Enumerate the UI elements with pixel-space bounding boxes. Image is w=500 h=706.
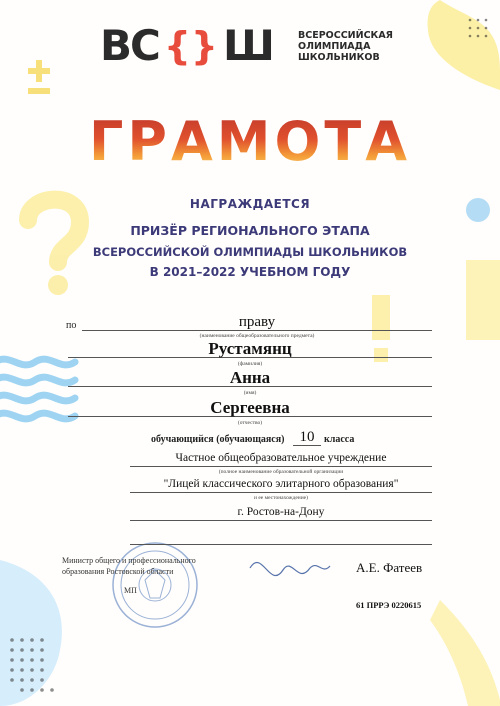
serial-number: 61 ПРРЭ 0220615: [356, 600, 422, 610]
logo-letters-vs: ВС: [100, 21, 159, 70]
stamp-mark: МП: [124, 586, 137, 595]
blue-waves-left: [0, 359, 75, 419]
name-hint: (имя): [243, 390, 257, 396]
subject-hint: (наименование общеобразовательного предмета): [199, 333, 315, 339]
certificate-title: ГРАМОТА: [0, 112, 500, 172]
yellow-curve-bottom-right: [430, 600, 500, 706]
prize-line-3: В 2021–2022 УЧЕБНОМ ГОДУ: [149, 265, 351, 279]
school-line-2: "Лицей классического элитарного образования": [163, 478, 399, 490]
plus-minus-icon: [28, 60, 50, 94]
signatory-position: Министр общего и профессионального образования Ростовской области: [62, 556, 196, 576]
school-line-1: Частное общеобразовательное учреждение: [175, 452, 387, 464]
logo-caption: ВСЕРОССИЙСКАЯ ОЛИМПИАДА ШКОЛЬНИКОВ: [298, 30, 393, 63]
blank-line: [130, 544, 432, 545]
awarded-heading: НАГРАЖДАЕТСЯ: [189, 197, 311, 211]
prize-line-2: ВСЕРОССИЙСКОЙ ОЛИМПИАДЫ ШКОЛЬНИКОВ: [92, 245, 408, 259]
grade-prefix: обучающийся (обучающаяся): [151, 434, 285, 445]
surname-hint: (фамилия): [237, 361, 263, 367]
grade-suffix: класса: [324, 434, 355, 445]
handwritten-signature: [250, 562, 330, 575]
location-hint: и ее местонахождение): [254, 495, 308, 501]
grade-value: 10: [299, 429, 315, 445]
school-line-1-rule: [130, 466, 432, 467]
school-line-2-rule: [130, 492, 432, 493]
olympiad-logo: [100, 21, 275, 70]
prize-line-1: ПРИЗЁР РЕГИОНАЛЬНОГО ЭТАПА: [130, 223, 370, 238]
patronymic-value: Сергеевна: [210, 398, 290, 417]
city-line: [130, 520, 432, 521]
blue-blob-bottom-left: [0, 560, 62, 706]
city-value: г. Ростов-на-Дону: [237, 506, 325, 518]
patronymic-hint: (отчество): [237, 420, 263, 426]
name-value: Анна: [229, 368, 271, 387]
surname-value: Рустамянц: [208, 339, 292, 358]
school-hint: (полное наименование образовательной организации: [218, 469, 344, 475]
logo-letter-sh: Ш: [222, 21, 275, 70]
logo-braces: {}: [163, 24, 218, 68]
yellow-blob-top-right: [428, 0, 500, 90]
subject-value: праву: [238, 314, 276, 330]
signer-name: А.Е. Фатеев: [356, 560, 423, 575]
subject-prefix: по: [66, 320, 77, 331]
